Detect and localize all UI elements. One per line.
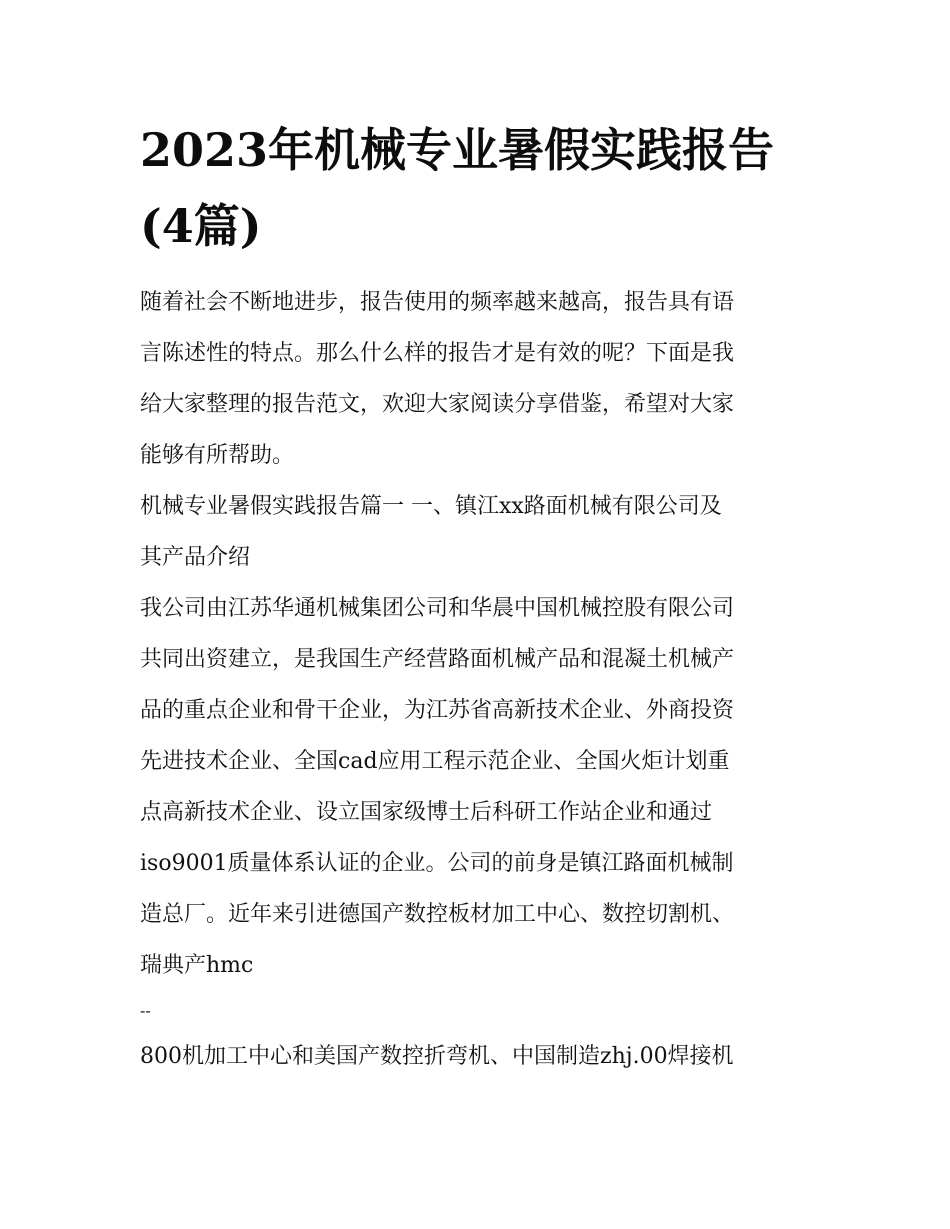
paragraph-section-heading: [140, 481, 820, 583]
text-line: 共同出资建立，是我国生产经营路面机械产品和混凝土机械产: [140, 647, 735, 672]
document-body: [140, 277, 820, 1082]
text-line: 点高新技术企业、设立国家级博士后科研工作站企业和通过: [140, 800, 713, 825]
text-line: 其产品介绍: [140, 545, 251, 570]
text-line: 品的重点企业和骨干企业，为江苏省高新技术企业、外商投资: [140, 698, 735, 723]
text-line: 随着社会不断地进步，报告使用的频率越来越高，报告具有语: [140, 290, 735, 315]
text-line: 能够有所帮助。: [140, 443, 295, 468]
text-line: 先进技术企业、全国cad应用工程示范企业、全国火炬计划重: [140, 749, 730, 774]
text-line: 800机加工中心和美国产数控折弯机、中国制造zhj.00焊接机: [140, 1044, 734, 1069]
page-separator: [140, 991, 820, 1031]
document-title: [140, 112, 820, 264]
text-line: 瑞典产hmc: [140, 953, 254, 978]
title-line: 2023年机械专业暑假实践报告: [140, 123, 775, 177]
text-line: 给大家整理的报告范文，欢迎大家阅读分享借鉴，希望对大家: [140, 392, 735, 417]
paragraph-company-intro: [140, 583, 820, 991]
paragraph-intro: [140, 277, 820, 481]
separator-text: --: [140, 1001, 151, 1020]
text-line: 机械专业暑假实践报告篇一 一、镇江xx路面机械有限公司及: [140, 494, 722, 519]
paragraph-equipment: [140, 1031, 820, 1082]
text-line: 言陈述性的特点。那么什么样的报告才是有效的呢？下面是我: [140, 341, 735, 366]
title-line: (4篇): [140, 199, 262, 253]
text-line: 造总厂。近年来引进德国产数控板材加工中心、数控切割机、: [140, 902, 735, 927]
text-line: iso9001质量体系认证的企业。公司的前身是镇江路面机械制: [140, 851, 734, 876]
text-line: 我公司由江苏华通机械集团公司和华晨中国机械控股有限公司: [140, 596, 735, 621]
